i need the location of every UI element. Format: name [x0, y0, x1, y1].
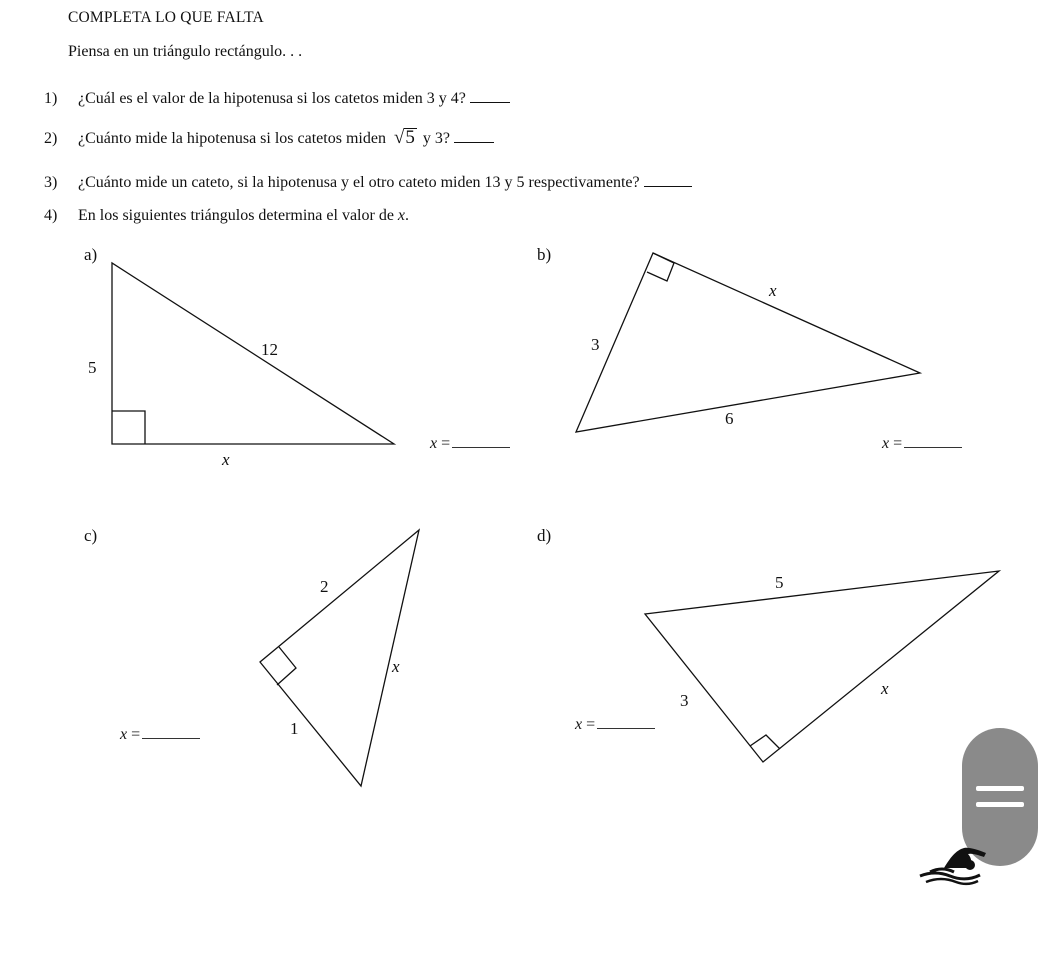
triangle-a-hypotenuse: 12 — [261, 340, 278, 359]
question-number: 2) — [44, 130, 58, 147]
answer-d: x = — [575, 713, 655, 735]
square-root: √5 — [393, 127, 415, 148]
question-text: ¿Cuál es el valor de la hipotenusa si los catetos miden 3 y 4? — [78, 90, 466, 107]
triangle-c-upper: 2 — [320, 577, 329, 596]
page-title: COMPLETA LO QUE FALTA — [68, 9, 264, 26]
answer-blank-d[interactable] — [597, 713, 655, 729]
answer-blank-b[interactable] — [904, 432, 962, 448]
question-text: ¿Cuánto mide la hipotenusa si los catetos miden — [78, 130, 386, 147]
answer-b: x = — [882, 432, 962, 454]
triangle-a — [112, 263, 394, 444]
right-angle-marker-a — [112, 411, 145, 444]
triangle-b-left: 3 — [591, 335, 600, 354]
triangle-c-label: c) — [84, 526, 98, 545]
triangle-b-top: x — [769, 281, 777, 300]
triangle-a-side-left: 5 — [88, 358, 97, 377]
triangle-d-label: d) — [537, 526, 552, 545]
triangle-b-bottom: 6 — [725, 409, 734, 428]
triangle-d-top: 5 — [775, 573, 784, 592]
triangle-b — [576, 253, 920, 432]
triangle-c-lower: 1 — [290, 719, 299, 738]
triangle-a-bottom: x — [222, 450, 230, 469]
question-text-after: . — [405, 207, 410, 224]
variable-x: x — [397, 207, 406, 224]
question-number: 3) — [44, 174, 58, 191]
triangle-b-label: b) — [537, 245, 552, 264]
answer-a: x = — [430, 432, 510, 454]
answer-c: x = — [120, 723, 200, 745]
triangle-c-right: x — [392, 657, 400, 676]
question-number: 1) — [44, 90, 58, 107]
answer-blank-c[interactable] — [142, 723, 200, 739]
right-angle-marker-c — [277, 647, 296, 685]
triangle-a-label: a) — [84, 245, 98, 264]
right-angle-marker-d — [750, 735, 780, 749]
triangle-d-left: 3 — [680, 691, 689, 710]
question-number: 4) — [44, 207, 58, 224]
radicand: 5 — [405, 127, 415, 148]
question-text: En los siguientes triángulos determina el valor de — [78, 207, 394, 224]
question-text: ¿Cuánto mide un cateto, si la hipotenusa y el otro cateto miden 13 y 5 respectivamente? — [78, 174, 640, 191]
triangle-d — [645, 571, 999, 762]
intro-text: Piensa en un triángulo rectángulo. . . — [68, 43, 303, 60]
answer-blank-a[interactable] — [452, 432, 510, 448]
swimmer-icon — [916, 838, 986, 886]
question-text-after: y 3? — [422, 130, 450, 147]
triangle-d-right: x — [881, 679, 889, 698]
